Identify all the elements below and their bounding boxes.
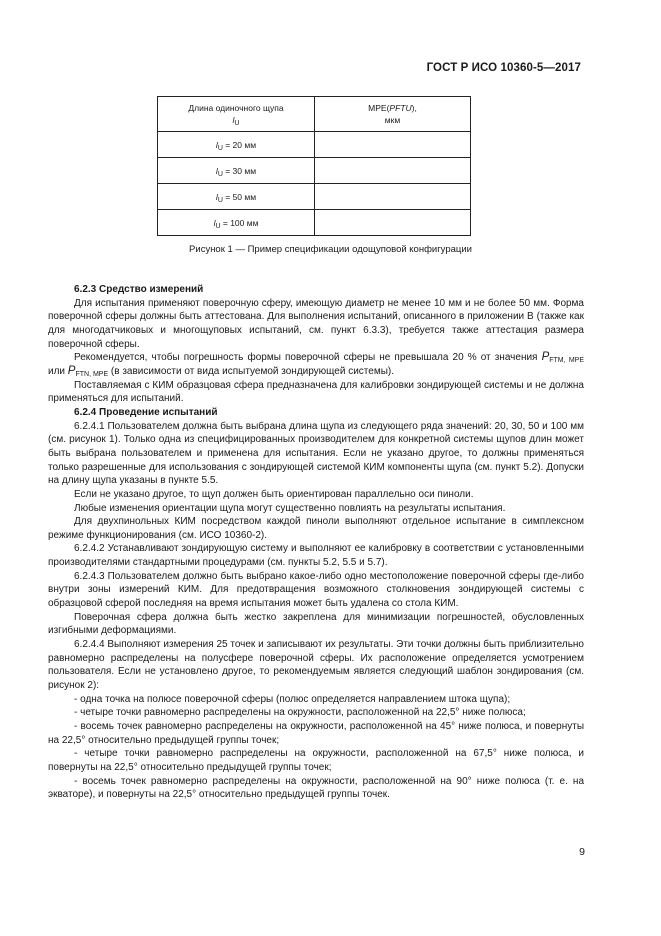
table-cell-length: $l_U = 100$ мм [158, 210, 315, 236]
table-row [158, 158, 471, 184]
section-title-6-2-3: 6.2.3 Средство измерений [74, 284, 204, 295]
paragraph: Рекомендуется, чтобы погрешность формы поверочной сферы не превышала 20 % от значения $P_{FTM, MPE}$ или $P_{FTN, MPE}$ (в зависимости от вида испытуемой зондирующей системы). [48, 351, 584, 378]
list-item: - восемь точек равномерно распределены на окружности, расположенной на 90° ниже полюса (т. е. на экваторе), и повернуты на 22,5° относительно предыдущей группы точек. [48, 775, 584, 801]
paragraph: Если не указано другое, то щуп должен быть ориентирован параллельно оси пиноли. [74, 488, 474, 500]
table-cell-length: $l_U = 50$ мм [158, 184, 315, 210]
standard-header: ГОСТ Р ИСО 10360-5—2017 [426, 62, 581, 74]
paragraph: 6.2.4.2 Устанавливают зондирующую систему и выполняют ее калибровку в соответствии с установленными производителями стандартными процедурами (см. пункты 5.2, 5.5 и 5.7). [48, 543, 584, 569]
table-cell-length: $l_U = 20$ мм [158, 132, 315, 158]
paragraph: Поставляемая с КИМ образцовая сфера предназначена для калибровки зондирующей системы и не должна применяться для испытаний. [48, 379, 584, 405]
list-item: - восемь точек равномерно распределены на окружности, расположенной на 45° ниже полюса, и повернуты на 22,5° относительно предыдущей группы точек; [48, 721, 584, 746]
table-header-row [158, 97, 471, 132]
paragraph: Любые изменения ориентации щупа могут существенно повлиять на результаты испытания. [74, 502, 506, 514]
table-cell-mpe [315, 158, 471, 184]
paragraph: 6.2.4.1 Пользователем должна быть выбрана длина щупа из следующего ряда значений: 20, 30, 50 и 100 мм (см. рисунок 1). Только одна из специфицированных производителем для конкретной системы щупов длин может быть выбрана пользователем и применена для испытания. Если не указано другое, то должны применяться только разрешенные для использования с зондирующей системой КИМ компоненты щупа (см. пункт 5.2). Допуски на длину щупа указаны в пункте 5.5. [48, 420, 584, 487]
paragraph: Поверочная сфера должна быть жестко закреплена для минимизации погрешностей, обусловленных изгибными деформациями. [48, 611, 584, 637]
table-cell-length: $l_U = 30$ мм [158, 158, 315, 184]
list-item: - одна точка на полюсе поверочной сферы (полюс определяется направлением штока щупа); [74, 693, 511, 705]
table-row [158, 210, 471, 236]
table-cell-mpe [315, 210, 471, 236]
figure-caption: Рисунок 1 — Пример спецификации одощуповой конфигурации [189, 244, 472, 255]
paragraph: 6.2.4.3 Пользователем должно быть выбрано какое-либо одно местоположение поверочной сферы где-либо внутри зоны измерений КИМ. Для предотвращения возможного столкновения зондирующей системы с образцовой сферой последняя на время испытания может быть удалена со стола КИМ. [48, 570, 584, 610]
table-row [158, 184, 471, 210]
section-title-6-2-4: 6.2.4 Проведение испытаний [74, 406, 218, 418]
list-item: - четыре точки равномерно распределены на окружности, расположенной на 22,5° ниже полюса; [74, 707, 526, 719]
table-header-stylus-length: Длина одиночного щупа $l_U$ [158, 97, 315, 132]
paragraph: Для испытания применяют поверочную сферу, имеющую диаметр не менее 10 мм и не более 50 мм. Форма поверочной сферы должны быть аттестована. Для выполнения испытаний, описанного в приложении В (также как для многодатчиковых и многощуповых испытаний, см. пункт 6.3.3), требуется также аттестация размера поверочной сферы. [48, 297, 584, 350]
paragraph: Для двухпинольных КИМ посредством каждой пиноли выполняют отдельное испытание в симплексном режиме функционирования (см. ИСО 10360-2). [48, 516, 584, 541]
table-row [158, 132, 471, 158]
table-cell-mpe [315, 132, 471, 158]
body-text [48, 283, 584, 802]
list-item: - четыре точки равномерно распределены на окружности, расположенной на 67,5° ниже полюса, и повернуты на 22,5° относительно предыдущей группы точек; [48, 748, 584, 773]
spec-table [157, 96, 471, 236]
table-cell-mpe [315, 184, 471, 210]
paragraph: 6.2.4.4 Выполняют измерения 25 точек и записывают их результаты. Эти точки должны быть приблизительно равномерно распределены на полусфере поверочной сферы. Их расположение определяется усмотрением пользователя. Если не установлено другое, то рекомендуемым является следующий шаблон зондирования (см. рисунок 2): [48, 639, 584, 692]
page-number: 9 [579, 846, 585, 858]
table-header-mpe: MPE(PFTU), мкм [315, 97, 471, 132]
